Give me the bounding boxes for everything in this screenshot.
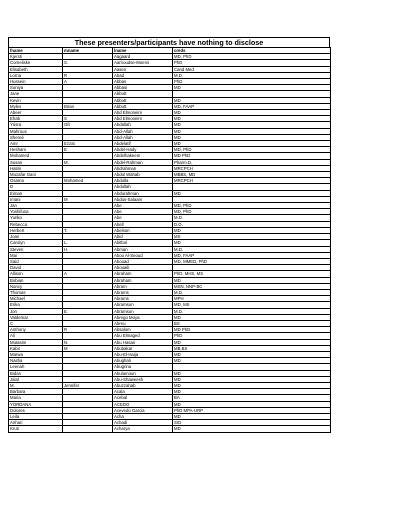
creds-cell: MD (173, 389, 331, 395)
lname-cell: Abdulla (113, 178, 173, 184)
fname-cell: Thomas (9, 289, 63, 295)
lname-cell: Abulamoun (113, 370, 173, 376)
lname-cell: Abdurahman (113, 190, 173, 196)
fname-cell: Marwa (9, 351, 63, 357)
mname-cell: R (63, 72, 113, 78)
lname-cell: Abdel-Hady (113, 147, 173, 153)
fname-cell: M. (9, 382, 63, 388)
lname-cell: Acha (113, 413, 173, 419)
creds-cell: MRCPCH (173, 165, 331, 171)
fname-cell: Mutasim (9, 339, 63, 345)
lname-cell: Abdul Wahab (113, 172, 173, 178)
creds-cell: MD (173, 351, 331, 357)
header-creds: creds (173, 48, 331, 54)
creds-cell: M.D. (173, 215, 331, 221)
fname-cell: Said (9, 258, 63, 264)
creds-cell: MD (173, 227, 331, 233)
mname-cell: S. (63, 60, 113, 66)
creds-cell: MD (173, 426, 331, 432)
fname-cell: Dolores (9, 407, 63, 413)
lname-cell: Abu-El-Haija (113, 351, 173, 357)
fname-cell: Amr (9, 141, 63, 147)
fname-cell: Leila (9, 413, 63, 419)
creds-cell: MD (173, 134, 331, 140)
fname-cell: Muzafar Gani (9, 172, 63, 178)
fname-cell: Yúsra (9, 122, 63, 128)
creds-cell: MS (173, 234, 331, 240)
mname-cell: M. (63, 159, 113, 165)
disclosure-sheet (8, 37, 330, 433)
creds-cell: PhD (173, 79, 331, 85)
lname-cell: Abraham (113, 277, 173, 283)
fname-cell: Mohamed (9, 153, 63, 159)
lname-cell: Abd Elmoneim (113, 116, 173, 122)
lname-cell: Abbas (113, 79, 173, 85)
fname-cell: Mai (9, 252, 63, 258)
fname-cell: YORDANA (9, 401, 63, 407)
fname-cell: Ehab (9, 116, 63, 122)
creds-cell: MD (173, 122, 331, 128)
lname-cell: Abou Al-Seoud (113, 252, 173, 258)
fname-cell: Lorna (9, 72, 63, 78)
lname-cell: Acharya (113, 426, 173, 432)
lname-cell: Absalom (113, 327, 173, 333)
lname-cell: Abe (113, 215, 173, 221)
fname-cell: Mahrous (9, 128, 63, 134)
fname-cell: Yoshifusa (9, 209, 63, 215)
mname-cell: T. (63, 227, 113, 233)
fname-cell: Jane (9, 91, 63, 97)
mname-cell: M (63, 345, 113, 351)
creds-cell: SrD (173, 420, 331, 426)
creds-cell: MD, FAAP (173, 103, 331, 109)
creds-cell: MSN, NNP-BC (173, 283, 331, 289)
sheet-title: These presenters/participants have nothing to disclose (8, 37, 330, 47)
fname-cell: Imani (9, 196, 63, 202)
mname-cell: H. (63, 246, 113, 252)
fname-cell: Allison (9, 271, 63, 277)
lname-cell: Aagaard (113, 54, 173, 60)
lname-cell: Abdelatif (113, 141, 173, 147)
table-body (9, 48, 331, 433)
lname-cell: Abbasi (113, 85, 173, 91)
fname-cell: Yuriko (9, 215, 63, 221)
fname-cell: David (9, 265, 63, 271)
lname-cell: Abrego Moya (113, 314, 173, 320)
lname-cell: Abid (113, 234, 173, 240)
lname-cell: Abreu (113, 320, 173, 326)
creds-cell: MD, FAAP (173, 252, 331, 258)
table-row (9, 426, 331, 432)
mname-cell: E. (63, 308, 113, 314)
creds-cell: MD (173, 240, 331, 246)
fname-cell: Kruti (9, 426, 63, 432)
mname-cell: E (63, 147, 113, 153)
creds-cell: MD (173, 85, 331, 91)
lname-cell: Abu-Shaweesh (113, 376, 173, 382)
fname-cell: Hesham (9, 147, 63, 153)
creds-cell: Cand Med (173, 66, 331, 72)
lname-cell: Abrams (113, 289, 173, 295)
creds-cell: D.O. (173, 221, 331, 227)
creds-cell: MD (173, 339, 331, 345)
creds-cell: MD (173, 370, 331, 376)
fname-cell: Joan (9, 234, 63, 240)
fname-cell: Carolyn (9, 240, 63, 246)
lname-cell: Abram (113, 283, 173, 289)
lname-cell: Abughali (113, 358, 173, 364)
lname-cell: Abdrahman (113, 165, 173, 171)
lname-cell: Abd-Allah (113, 134, 173, 140)
lname-cell: Abman (113, 246, 173, 252)
lname-cell: Abdel-Rahman (113, 159, 173, 165)
creds-cell: MD (173, 141, 331, 147)
fname-cell: Valdemar (9, 314, 63, 320)
lname-cell: Abdelhakeem (113, 153, 173, 159)
fname-cell: Ali (9, 333, 63, 339)
lname-cell: Abuzzahab (113, 382, 173, 388)
lname-cell: Abe (113, 203, 173, 209)
fname-cell: Anthony (9, 327, 63, 333)
lname-cell: Aasen (113, 66, 173, 72)
creds-cell: MD (173, 358, 331, 364)
lname-cell: Abdallah (113, 122, 173, 128)
lname-cell: Abdullah (113, 184, 173, 190)
lname-cell: ACEDO (113, 401, 173, 407)
mname-cell: Mohamed (63, 178, 113, 184)
lname-cell: Abouaili (113, 265, 173, 271)
fname-cell: Jalal (9, 376, 63, 382)
fname-cell: Kjersti (9, 54, 63, 60)
creds-cell: PhD (173, 333, 331, 339)
creds-cell: M.D. (173, 246, 331, 252)
fname-cell: Maria (9, 395, 63, 401)
fname-cell: Susan (9, 159, 63, 165)
creds-cell: MD (173, 401, 331, 407)
header-fname: fname (9, 48, 63, 54)
fname-cell: Nancy (9, 283, 63, 289)
creds-cell: MBBS, MD (173, 172, 331, 178)
lname-cell: Abad (113, 72, 173, 78)
lname-cell: Abramson (113, 308, 173, 314)
creds-cell: M.D. (173, 308, 331, 314)
fname-cell: Steven (9, 246, 63, 252)
lname-cell: Acala (113, 389, 173, 395)
fname-cell: Hussein (9, 79, 63, 85)
mname-cell: A (63, 271, 113, 277)
mname-cell: M (63, 196, 113, 202)
creds-cell: Pharm.D. (173, 159, 331, 165)
mname-cell: Brian (63, 103, 113, 109)
fname-cell: Hatim (9, 165, 63, 171)
creds-cell: MD (173, 382, 331, 388)
fname-cell: C (9, 320, 63, 326)
mname-cell: Oß (63, 122, 113, 128)
creds-cell: MD PhD (173, 153, 331, 159)
creds-cell: MD (173, 413, 331, 419)
lname-cell: Abramson (113, 302, 173, 308)
fname-cell: D (9, 184, 63, 190)
creds-cell: MD (173, 128, 331, 134)
lname-cell: Abbott (113, 91, 173, 97)
creds-cell: MD (173, 277, 331, 283)
lname-cell: Abd-Allah (113, 128, 173, 134)
fname-cell: Jan (9, 203, 63, 209)
creds-cell: PhD (173, 60, 331, 66)
fname-cell: Abeer (9, 110, 63, 116)
fname-cell: Elisabeth (9, 66, 63, 72)
creds-cell: M.D. (173, 72, 331, 78)
lname-cell: Abraham (113, 271, 173, 277)
mname-cell: Ezzat (63, 141, 113, 147)
creds-cell: MD (173, 116, 331, 122)
creds-cell: BS (173, 320, 331, 326)
lname-cell: Abbott (113, 103, 173, 109)
lname-cell: Acevedo Garcia (113, 407, 173, 413)
disclosure-table (8, 47, 331, 433)
lname-cell: Achadi (113, 420, 173, 426)
fname-cell: Barbara (9, 389, 63, 395)
fname-cell: Erika (9, 302, 63, 308)
lname-cell: Abrams (113, 296, 173, 302)
mname-cell: L. (63, 240, 113, 246)
creds-cell: MD, PhD (173, 209, 331, 215)
header-lname: lname (113, 48, 173, 54)
lname-cell: Abu Hasan (113, 339, 173, 345)
fname-cell: Kabir (9, 345, 63, 351)
creds-cell: BA (173, 395, 331, 401)
fname-cell: Herbert (9, 227, 63, 233)
creds-cell: MD (173, 97, 331, 103)
creds-cell: MD (173, 110, 331, 116)
fname-cell: Rebecca (9, 221, 63, 227)
lname-cell: Aarnoudse-Moens (113, 60, 173, 66)
lname-cell: Abubakar (113, 345, 173, 351)
fname-cell: Nasha (9, 358, 63, 364)
lname-cell: Abelson (113, 227, 173, 233)
creds-cell: PhD, MHS, MS (173, 271, 331, 277)
lname-cell: Abouad (113, 258, 173, 264)
fname-cell: Bidan (9, 370, 63, 376)
creds-cell: MRCPCH (173, 178, 331, 184)
fname-cell: Bobian (9, 277, 63, 283)
lname-cell: Abu Elmaged (113, 333, 173, 339)
fname-cell: Osama (9, 178, 63, 184)
creds-cell: MD (173, 190, 331, 196)
creds-cell: MD, PhD (173, 203, 331, 209)
mname-cell: Jennifer (63, 382, 113, 388)
creds-cell: M.D. (173, 289, 331, 295)
mname-cell (63, 426, 113, 432)
mname-cell: R (63, 327, 113, 333)
lname-cell: Abe (113, 209, 173, 215)
lname-cell: Abitbol (113, 240, 173, 246)
fname-cell: Soniya (9, 85, 63, 91)
fname-cell: Eiman (9, 190, 63, 196)
creds-cell: MD, PhD (173, 54, 331, 60)
creds-cell: MD (173, 376, 331, 382)
creds-cell: PhD MPA-URP (173, 407, 331, 413)
creds-cell: MD PhD (173, 327, 331, 333)
creds-cell: MD (173, 314, 331, 320)
lname-cell: Abbott (113, 97, 173, 103)
creds-cell: MD, PhD (173, 147, 331, 153)
fname-cell: Kevin (9, 97, 63, 103)
fname-cell: Corneliske (9, 60, 63, 66)
fname-cell: Myles (9, 103, 63, 109)
lname-cell: Acebal (113, 395, 173, 401)
fname-cell: Jon (9, 308, 63, 314)
mname-cell: N. (63, 339, 113, 345)
lname-cell: Abdus-Salaam (113, 196, 173, 202)
mname-cell: S (63, 116, 113, 122)
lname-cell: Abell (113, 221, 173, 227)
fname-cell: Anhari (9, 420, 63, 426)
header-mname: mname (63, 48, 113, 54)
creds-cell: MB.BS (173, 345, 331, 351)
creds-cell: MD, MMED, PhD (173, 258, 331, 264)
fname-cell: Michael (9, 296, 63, 302)
lname-cell: Abd Elmoneim (113, 110, 173, 116)
fname-cell: Leenah (9, 364, 63, 370)
mname-cell: A (63, 79, 113, 85)
creds-cell: MD, MS (173, 302, 331, 308)
fname-cell: Shereé (9, 134, 63, 140)
lname-cell: Abugrina (113, 364, 173, 370)
creds-cell: MPH (173, 296, 331, 302)
